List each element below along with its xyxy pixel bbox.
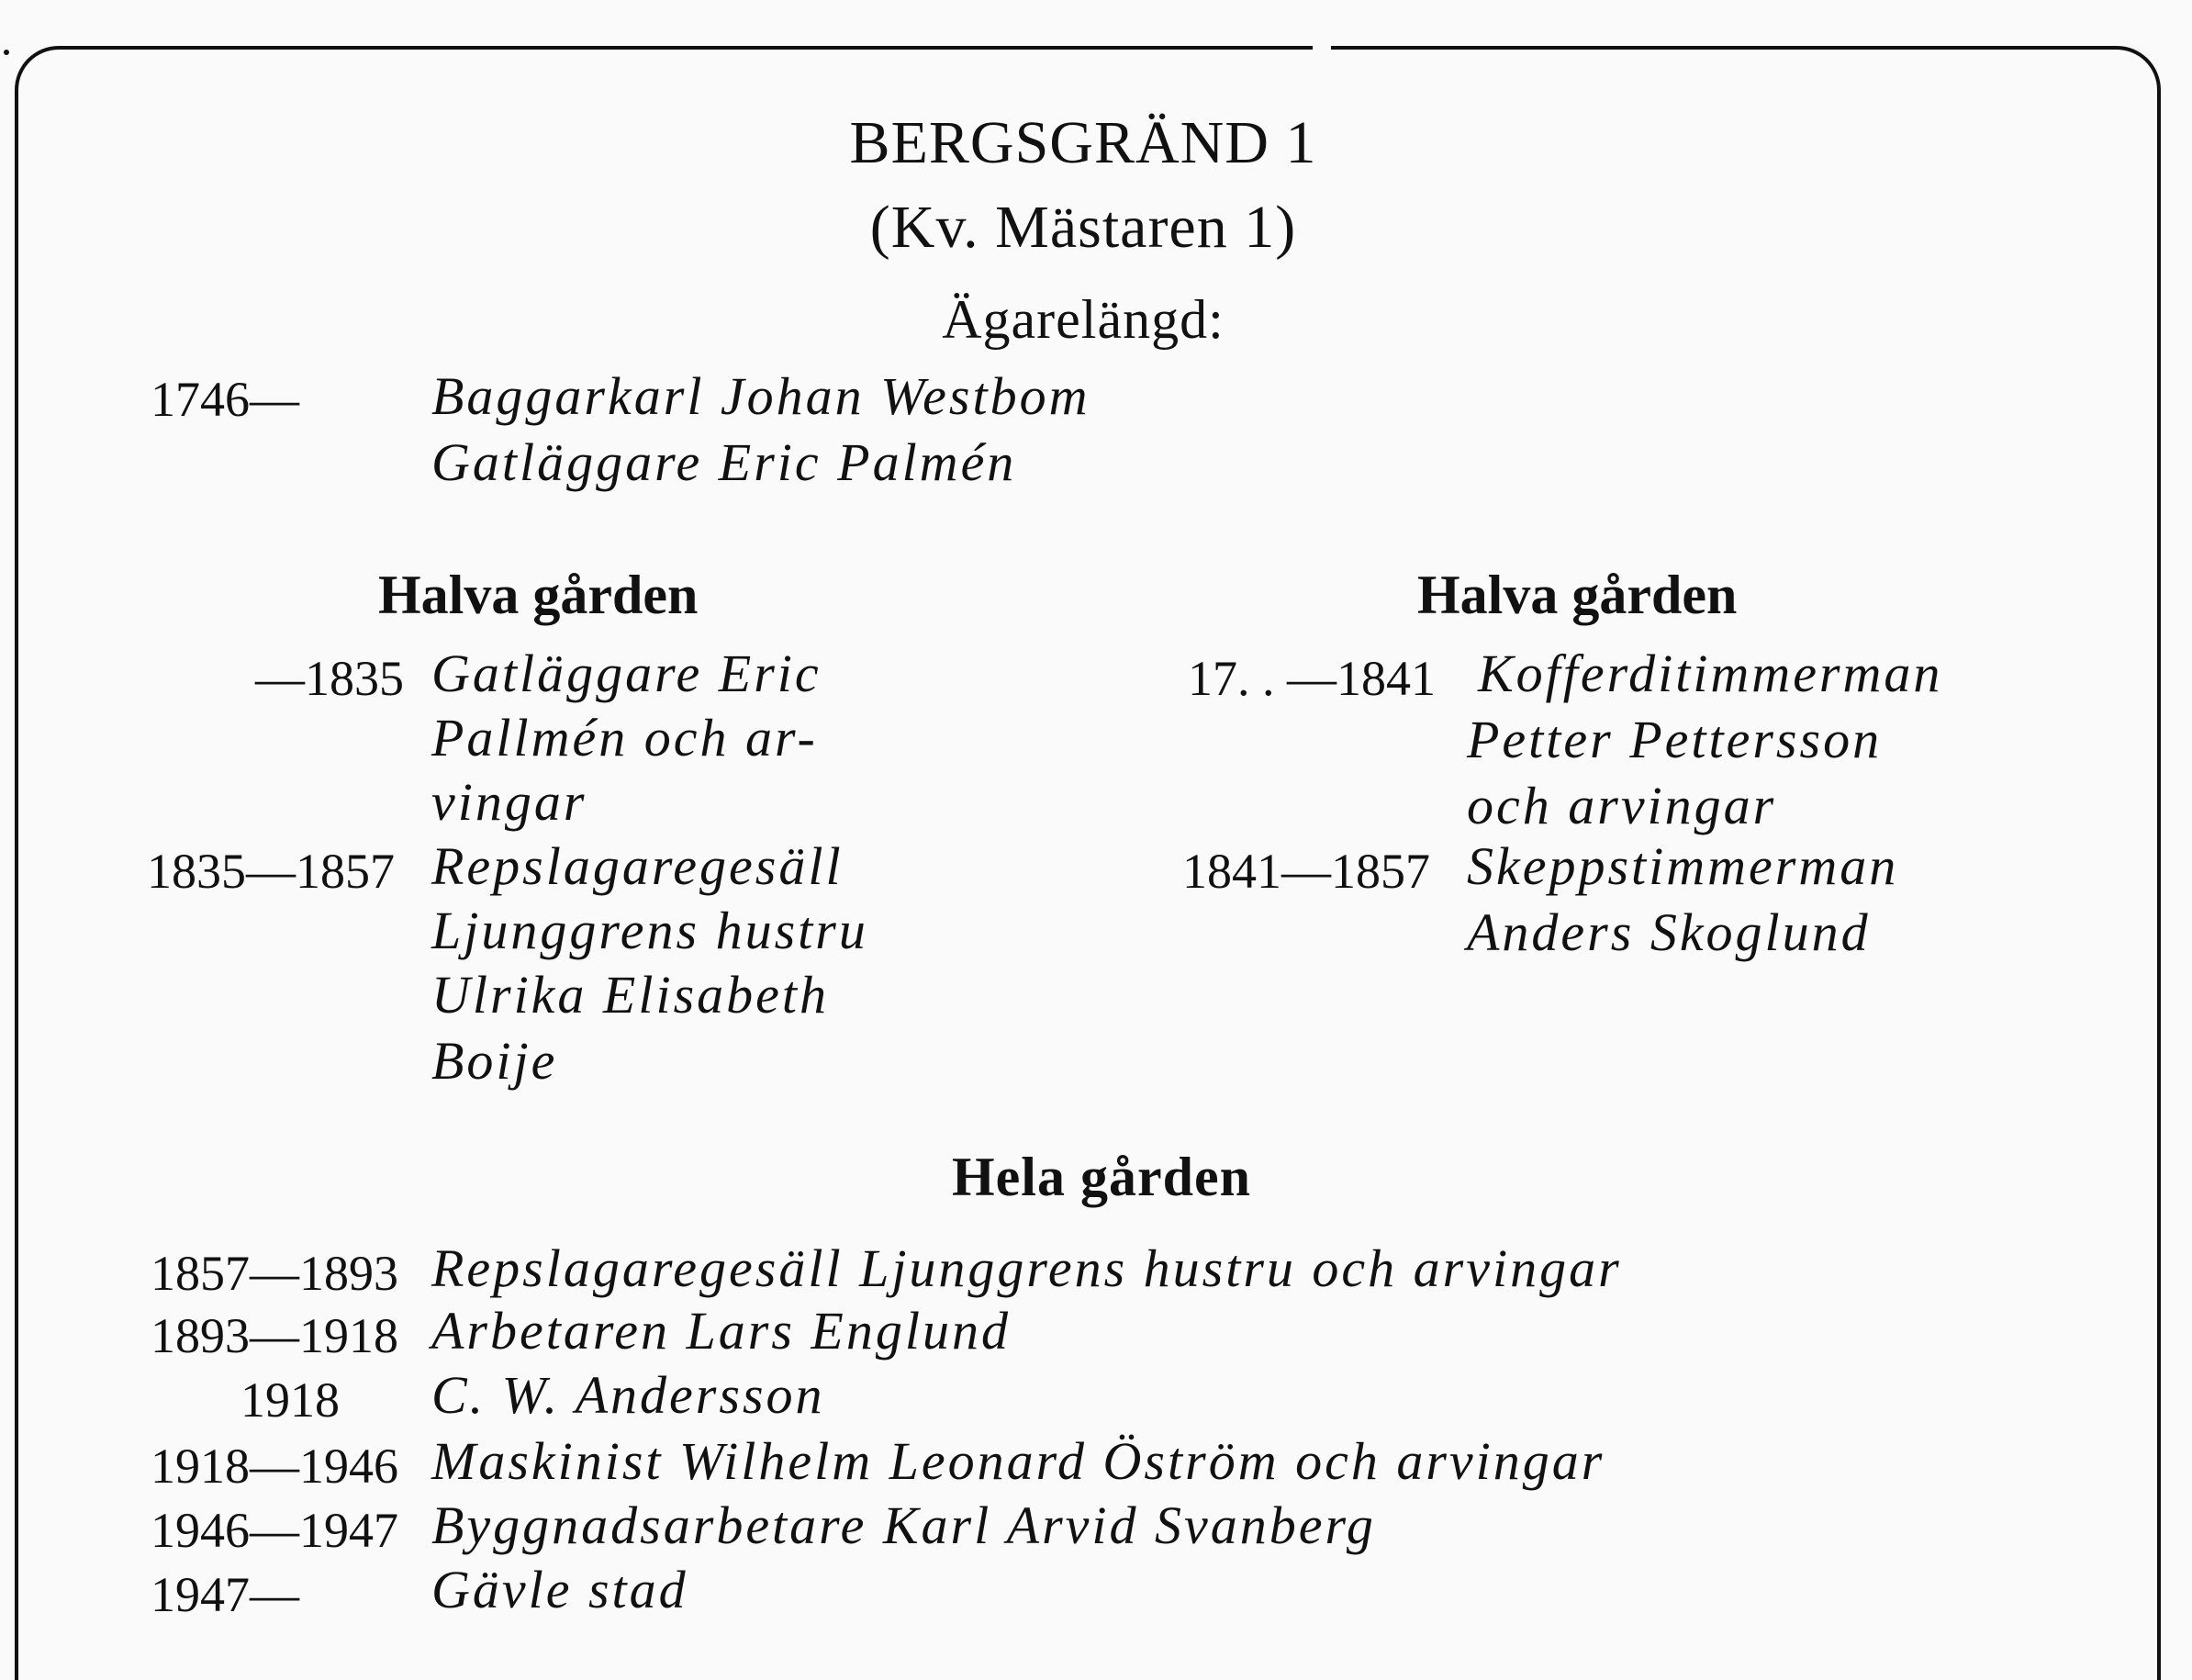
intro-name-2: Gatläggare Eric Palmén: [431, 432, 1017, 492]
whole-entry-3-years: 1918: [240, 1372, 340, 1428]
right-entry-1-line-1: Kofferditimmerman: [1478, 644, 1943, 703]
left-entry-2-line-1: Repslagaregesäll: [431, 836, 844, 896]
left-half-heading: Halva gården: [378, 565, 699, 625]
right-entry-2-line-2: Anders Skoglund: [1467, 902, 1871, 962]
right-entry-1-line-2: Petter Pettersson: [1467, 710, 1883, 769]
left-entry-2-years: 1835—1857: [147, 844, 395, 899]
whole-entry-3-name: C. W. Andersson: [431, 1365, 825, 1425]
intro-year: 1746—: [151, 372, 299, 427]
whole-entry-5-name: Byggnadsarbetare Karl Arvid Svanberg: [431, 1495, 1376, 1555]
whole-entry-1-name: Repslagaregesäll Ljunggrens hustru och arvingar: [431, 1238, 1622, 1298]
whole-heading: Hela gården: [952, 1147, 1251, 1207]
right-entry-1-line-3: och arvingar: [1467, 776, 1777, 835]
border-gap: [1313, 40, 1331, 53]
right-entry-2-line-1: Skeppstimmerman: [1467, 836, 1899, 896]
right-entry-2-years: 1841—1857: [1182, 844, 1430, 899]
page-subtitle: (Kv. Mästaren 1): [869, 194, 1297, 261]
left-entry-1-line-3: vingar: [431, 772, 587, 832]
owners-heading: Ägarelängd:: [942, 289, 1225, 350]
left-entry-2-line-2: Ljunggrens hustru: [431, 901, 868, 960]
whole-entry-5-years: 1946—1947: [151, 1503, 398, 1558]
intro-name-1: Baggarkarl Johan Westbom: [431, 366, 1090, 426]
corner-speck: [4, 50, 9, 55]
whole-entry-4-years: 1918—1946: [151, 1439, 398, 1494]
whole-entry-6-years: 1947—: [151, 1567, 299, 1622]
left-entry-1-line-2: Pallmén och ar-: [431, 708, 818, 767]
whole-entry-6-name: Gävle stad: [431, 1560, 688, 1619]
whole-entry-1-years: 1857—1893: [151, 1246, 398, 1301]
right-entry-1-years: 17. . —1841: [1188, 651, 1436, 706]
left-entry-1-years: —1835: [255, 651, 404, 706]
page-title: BERGSGRÄND 1: [849, 109, 1317, 176]
whole-entry-2-name: Arbetaren Lars Englund: [431, 1301, 1011, 1361]
whole-entry-4-name: Maskinist Wilhelm Leonard Öström och arvingar: [431, 1431, 1605, 1491]
left-entry-1-line-1: Gatläggare Eric: [431, 644, 822, 703]
right-half-heading: Halva gården: [1417, 565, 1738, 625]
whole-entry-2-years: 1893—1918: [151, 1308, 398, 1363]
left-entry-2-line-4: Boije: [431, 1031, 558, 1091]
left-entry-2-line-3: Ulrika Elisabeth: [431, 965, 830, 1025]
